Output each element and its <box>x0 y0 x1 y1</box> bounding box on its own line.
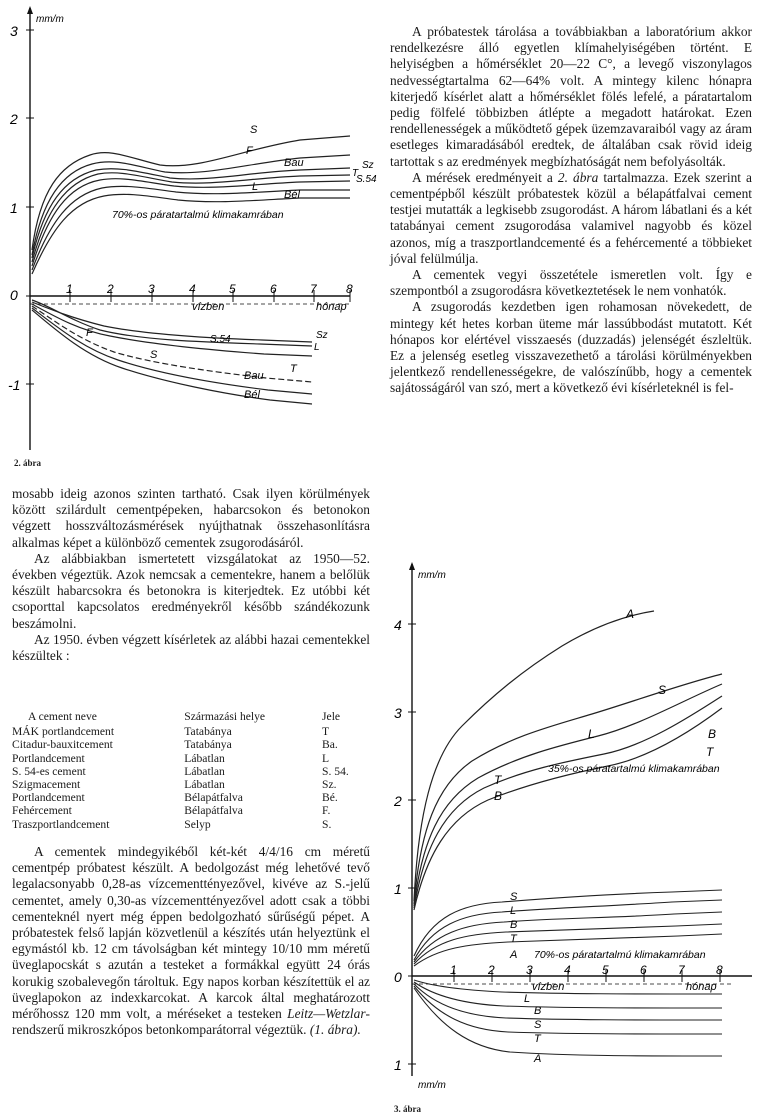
fig2-xtick-6: 6 <box>270 282 277 296</box>
right-p2-start: A mérések eredményeit a <box>412 169 558 185</box>
fig3-label-T-left: T <box>494 773 502 787</box>
left-paragraph-2: Az alábbiakban ismertetett vizsgálatokat az 1950—52. években végeztük. Azok nemcsak a cementekre, hanem a belőlük készült habarcsokra és betonokra is kiterjedtek. Ez utóbbi két csoporttal kapcsolatos eredményekről később szándékozunk beszámolni. <box>12 550 370 631</box>
cement-name-cell: Szigmacement <box>12 778 81 792</box>
fig2-low-label-T: T <box>290 363 297 375</box>
left-p4-end: -rendszerű mikroszkópos betonkomparátorral végeztük. <box>12 1006 370 1038</box>
cement-mark-cell: Sz. <box>322 778 337 792</box>
cement-table-row <box>12 791 372 804</box>
cement-name-cell: MÁK portlandcement <box>12 725 115 739</box>
fig3-xtick-3: 3 <box>526 963 533 977</box>
left-p4-text: A cementek mindegyikéből két-két 4/4/16 cm méretű cementpép próbatest készült. A bedolgozást még lehetővé tevő legalacsonyabb 0,28-as vízcementtényezővel, kivéve az S.-jelű cementet, amely 0,30-as vízcementtényezővel adott csak a többi cementeknél nyert még éppen bedolgozható sűrűségű pépet. A próbatestek felső lapján közvetlenül a készítés után helyeztünk el egymástól kb. 12 cm távolságban két mintegy 10/10 mm méretű üveglapocskát s azután a testeket a formákkal együtt 24 órás korukig szobalevegőn tároltuk. Egy napos korban készítettük el az üveglapokon az indexkarcokat. A karcok által meghatározott mérőhossz 120 mm volt, a méréseket a testeken <box>12 844 370 1022</box>
left-paragraph-4 <box>12 844 370 1038</box>
fig3-low-label-T: T <box>510 933 517 945</box>
fig2-label-S54: S.54 <box>356 174 377 185</box>
right-column-text <box>390 24 752 397</box>
fig2-low-label-F: F <box>86 327 93 339</box>
cement-mark-cell: L <box>322 751 330 765</box>
cement-name-cell: Traszportlandcement <box>12 817 110 831</box>
cement-origin-cell: Lábatlan <box>184 764 225 778</box>
fig3-unit-top: mm/m <box>418 570 446 581</box>
fig3-ytick-4: 4 <box>394 617 402 633</box>
cement-origin-cell: Bélapátfalva <box>184 804 243 818</box>
right-paragraph-2 <box>390 170 752 267</box>
fig2-annotation: 70%-os páratartalmú klimakamrában <box>112 209 284 221</box>
right-paragraph-4: A zsugorodás kezdetben igen rohamosan növekedett, de mintegy két hetes korban üteme már lassúbbodást mutatott. Két hónapos kor elértével visszaesés (duzzadás) jelenségét észleltük. Ez a jelenség esetleg visszavezethető a tárolási körülményekben jelentkező rendellenességekre, de valószínűbb, hogy a cementek sajátosságáról van szó, mert a következő évi kísérleteknél is fel- <box>390 299 752 396</box>
fig2-low-label-S: S <box>150 349 158 361</box>
fig3-annotation-35: 35%-os páratartalmú klimakamrában <box>548 763 720 775</box>
fig2-low-label-Sz: Sz <box>316 330 328 341</box>
col-header-name: A cement neve <box>28 710 97 723</box>
cement-mark-cell: Bé. <box>322 791 338 805</box>
fig2-xtick-3: 3 <box>148 282 155 296</box>
fig3-ytick-neg1: 1 <box>394 1057 402 1073</box>
cement-table-row <box>12 818 372 831</box>
left-paragraph-3: Az 1950. évben végzett kísérletek az alábbi hazai cementekkel készültek : <box>12 631 370 664</box>
cement-mark-cell: T <box>322 725 330 739</box>
fig2-xtick-5: 5 <box>229 282 236 296</box>
right-p2-ref: 2. ábra <box>557 169 599 185</box>
cement-table-row <box>12 765 372 778</box>
cement-name-cell: Fehércement <box>12 804 72 818</box>
fig3-xtick-5: 5 <box>602 963 609 977</box>
left-column-top <box>12 486 370 664</box>
fig3-ytick-2: 2 <box>394 793 402 809</box>
fig2-label-T: T <box>352 168 359 179</box>
fig2-unit-label: mm/m <box>36 14 64 25</box>
cement-name-cell: Citadur-bauxitcement <box>12 738 113 752</box>
figure-3 <box>392 556 760 1120</box>
cement-mark-cell: F. <box>322 804 331 818</box>
fig3-xtick-6: 6 <box>640 963 647 977</box>
fig3-annotation-70: 70%-os páratartalmú klimakamrában <box>534 949 706 961</box>
fig2-xtick-4: 4 <box>189 282 196 296</box>
right-paragraph-1: A próbatestek tárolása a továbbiakban a laboratórium akkor rendelkezésre álló egyetlen klímahelyiségében történt. E helyiségben a hőmérséklet 20—22 C°, a levegő viszonylagos nedvességtartalma 62—64% volt. A mintegy kilenc hónapra kiterjedő kísérlet alatt a hőmérséklet fölés lefelé, a páratartalom pedig fölfelé többizben átlépte a megadott határokat. Ezen rendellenességek a működtető gépek üzemzavaraiból vagy az áram esetleges kimaradásából eredtek, de általában csak rövid ideig tartottak s az eredmények megbízhatóságát nem befolyásolták. <box>390 24 752 169</box>
col-header-mark: Jele <box>322 710 341 723</box>
fig2-low-label-S54: S.54 <box>210 334 231 345</box>
fig3-ytick-1: 1 <box>394 881 402 897</box>
fig2-label-Sz: Sz <box>362 160 374 171</box>
left-column-bottom <box>12 844 370 1038</box>
fig3-xtick-4: 4 <box>564 963 571 977</box>
fig3-ytick-3: 3 <box>394 705 402 721</box>
figure-2-caption: 2. ábra <box>14 458 41 468</box>
fig2-label-F: F <box>246 145 253 157</box>
fig2-ytick-neg1: -1 <box>8 377 21 393</box>
cement-origin-cell: Lábatlan <box>184 778 225 792</box>
figure-2 <box>0 0 380 480</box>
fig3-xtick-2: 2 <box>488 963 495 977</box>
fig2-ytick-3: 3 <box>10 23 18 39</box>
fig3-neg-label-T: T <box>534 1033 541 1045</box>
cement-table-row <box>12 738 372 751</box>
cement-origin-cell: Lábatlan <box>184 751 225 765</box>
fig3-label-B-right: B <box>708 727 717 741</box>
fig3-label-S: S <box>658 683 667 697</box>
cement-origin-cell: Bélapátfalva <box>184 791 243 805</box>
cement-table-row <box>12 804 372 817</box>
cement-mark-cell: S. 54. <box>322 764 349 778</box>
cement-table-row <box>12 752 372 765</box>
fig2-xtick-8: 8 <box>346 282 353 296</box>
fig3-xtick-8: 8 <box>716 963 723 977</box>
fig2-label-Bel: Bél <box>284 189 300 201</box>
cement-name-cell: Portlandcement <box>12 751 85 765</box>
fig2-xlabel-water: vízben <box>192 301 225 313</box>
cement-table-row <box>12 778 372 791</box>
cement-mark-cell: S. <box>322 817 332 831</box>
fig3-neg-label-B: B <box>534 1005 542 1017</box>
col-header-origin: Származási helye <box>184 710 266 723</box>
cement-origin-cell: Selyp <box>184 817 211 831</box>
fig3-label-T-right: T <box>706 745 714 759</box>
fig2-low-label-Bel: Bél <box>244 389 260 401</box>
fig3-neg-label-A: A <box>534 1053 542 1065</box>
fig3-label-A: A <box>626 607 635 621</box>
fig3-ytick-0: 0 <box>394 969 402 985</box>
fig2-low-label-Bau: Bau <box>244 370 264 382</box>
cement-table-row <box>12 725 372 738</box>
cement-table <box>12 710 372 831</box>
fig3-low-label-B: B <box>510 919 518 931</box>
fig2-label-S: S <box>250 124 258 136</box>
left-paragraph-1: mosabb ideig azonos szinten tartható. Csak ilyen körülmények között szilárdult cementpépeken, habarcsokon és betonokon végzett hosszváltozásmérések nyújthatnak összehasonlításra alkalmas képet a különböző cementek zsugorodásáról. <box>12 486 370 550</box>
fig2-label-L: L <box>252 181 259 193</box>
fig2-xlabel-month: hónap <box>316 301 347 313</box>
fig2-ytick-2: 2 <box>10 111 18 127</box>
cement-origin-cell: Tatabánya <box>184 738 232 752</box>
fig2-ytick-1: 1 <box>10 200 18 216</box>
fig3-low-label-L: L <box>510 905 517 917</box>
fig3-xlabel-water: vízben <box>532 981 565 993</box>
figure-2-chart <box>0 0 380 470</box>
cement-table-header <box>12 710 372 725</box>
fig2-label-Bau: Bau <box>284 157 304 169</box>
fig3-unit-bottom: mm/m <box>418 1080 446 1091</box>
fig3-xtick-1: 1 <box>450 963 457 977</box>
fig3-low-label-S: S <box>510 891 518 903</box>
fig2-ytick-0: 0 <box>10 287 18 303</box>
fig2-xtick-1: 1 <box>66 282 73 296</box>
cement-name-cell: S. 54-es cement <box>12 764 86 778</box>
cement-origin-cell: Tatabánya <box>184 725 232 739</box>
fig3-neg-label-S: S <box>534 1019 542 1031</box>
fig2-low-label-L: L <box>314 342 320 353</box>
right-p2-end: tartalmazza. Ezek szerint a cementpépből készült próbatestek közül a bélapátfalvai cement testjei mutatták a legkisebb zsugorodást. A három lábatlani és a két tatabányai cement zsugorodása valamivel nagyobb és közel azonos, míg a traszportlandcementé és a fehércementé a többieket jóval felülmúlja. <box>390 169 752 266</box>
fig3-xtick-7: 7 <box>678 963 685 977</box>
cement-name-cell: Portlandcement <box>12 791 85 805</box>
figure-3-caption: 3. ábra <box>394 1104 421 1114</box>
right-paragraph-3: A cementek vegyi összetétele ismeretlen volt. Így e szempontból a zsugorodásra következtetések le nem vonhatók. <box>390 267 752 299</box>
cement-mark-cell: Ba. <box>322 738 338 752</box>
fig3-low-label-A: A <box>510 949 518 961</box>
fig2-xtick-2: 2 <box>107 282 114 296</box>
fig2-xtick-7: 7 <box>310 282 317 296</box>
left-p4-ref: (1. ábra). <box>309 1022 361 1038</box>
fig3-label-B-left: B <box>494 789 503 803</box>
figure-3-chart <box>392 556 760 1106</box>
fig3-label-L: L <box>588 727 595 741</box>
left-p4-italic: Leitz—Wetzlar <box>287 1006 366 1022</box>
fig3-neg-label-L: L <box>524 993 531 1005</box>
fig3-xlabel-month: hónap <box>686 981 717 993</box>
